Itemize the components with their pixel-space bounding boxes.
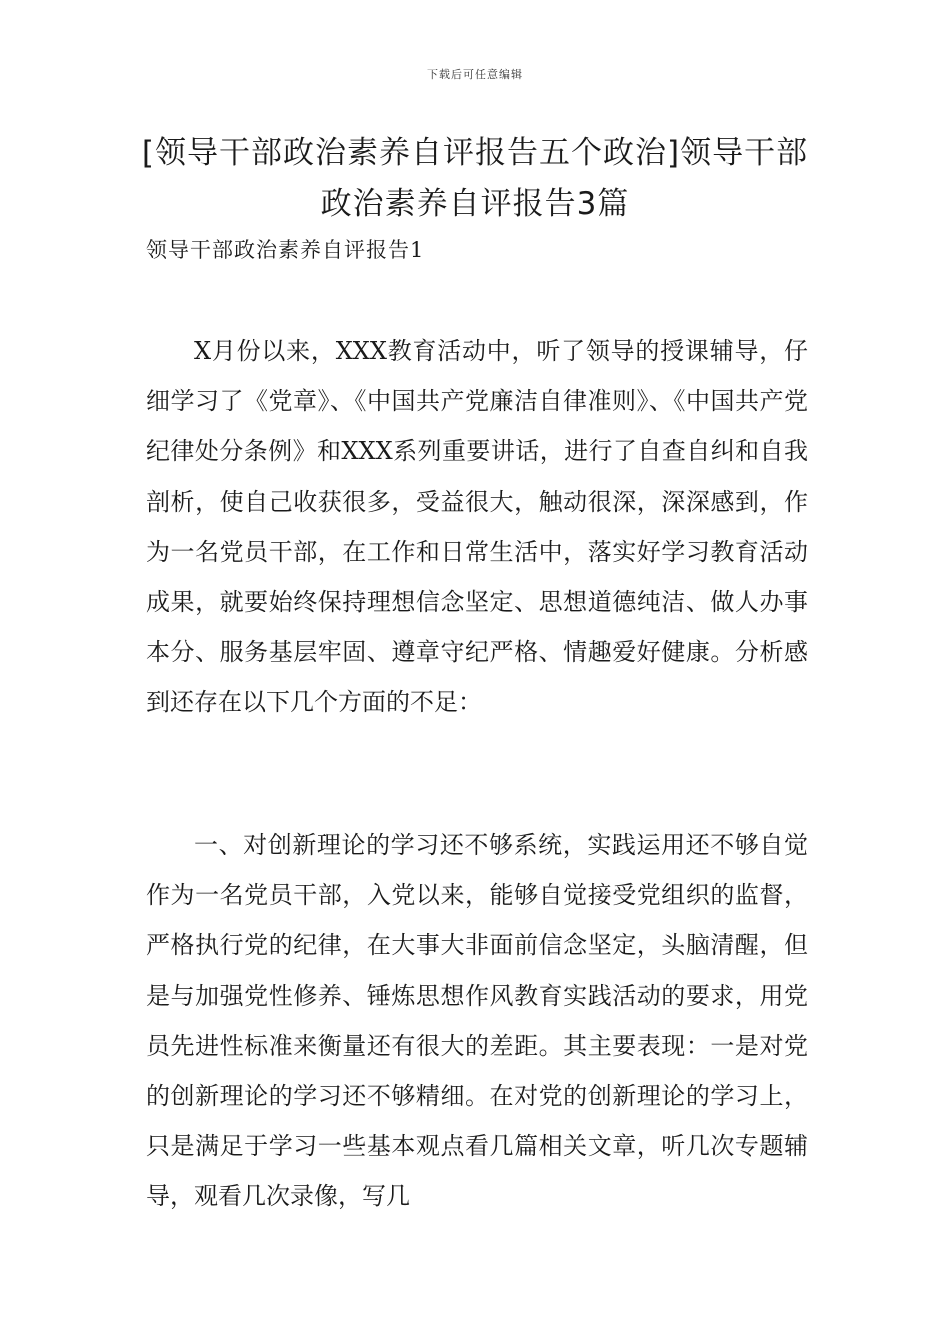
document-title: [领导干部政治素养自评报告五个政治]领导干部政治素养自评报告3篇 xyxy=(141,135,809,222)
header-note: 下载后可任意编辑 xyxy=(427,68,523,81)
document-subtitle: 领导干部政治素养自评报告1 xyxy=(146,238,425,262)
body-paragraph-1: X月份以来，XXX教育活动中，听了领导的授课辅导，仔细学习了《党章》、《中国共产党廉洁自律准则》、《中国共产党纪律处分条例》和XXX系列重要讲话，进行了自查自纠和自我剖析，使自己收获很多，受益很大，触动很深，深深感到，作为一名党员干部，在工作和日常生活中，落实好学习教育活动成果，就要始终保持理想信念坚定、思想道德纯洁、做人办事本分、服务基层牢固、遵章守纪严格、情趣爱好健康。分析感到还存在以下几个方面的不足： xyxy=(146,337,808,717)
body-paragraph-2: 一、对创新理论的学习还不够系统，实践运用还不够自觉作为一名党员干部，入党以来，能够自觉接受党组织的监督，严格执行党的纪律，在大事大非面前信念坚定，头脑清醒，但是与加强党性修养、锤炼思想作风教育实践活动的要求，用党员先进性标准来衡量还有很大的差距。其主要表现：一是对党的创新理论的学习还不够精细。在对党的创新理论的学习上，只是满足于学习一些基本观点看几篇相关文章，听几次专题辅导，观看几次录像，写几 xyxy=(146,831,808,1211)
